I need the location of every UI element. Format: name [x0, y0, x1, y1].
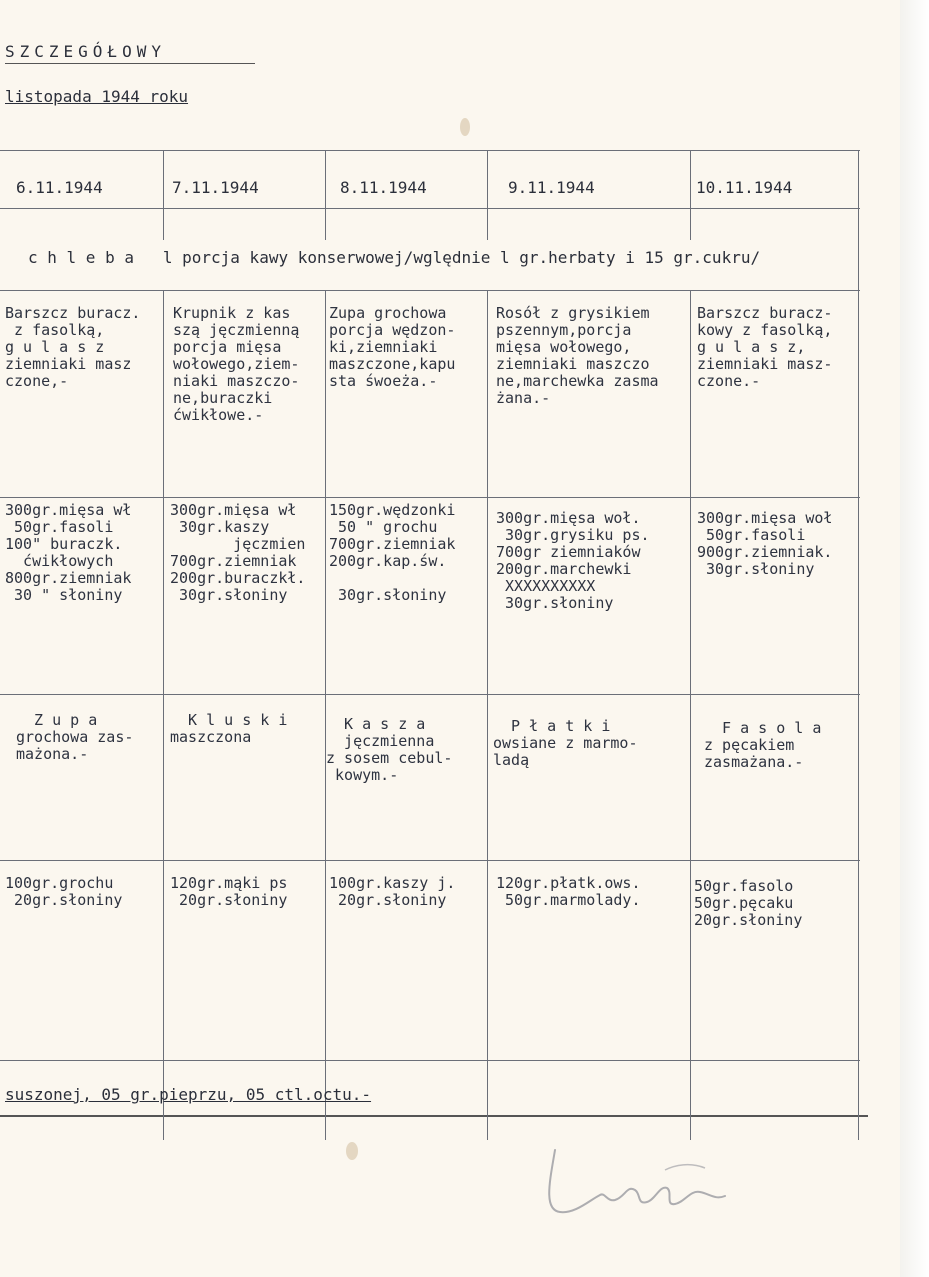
menu-cell: P ł a t k i owsiane z marmo- ladą — [493, 717, 638, 769]
menu-cell: F a s o l a z pęcakiem zasmażana.- — [704, 719, 822, 771]
menu-cell: K a s z a jęczmienna z sosem cebul- kowym.- — [326, 715, 453, 784]
handwritten-signature — [515, 1140, 745, 1230]
page-edge — [900, 0, 929, 1277]
ingredients-cell: 150gr.wędzonki 50 " grochu 700gr.ziemniak 200gr.kap.św. 30gr.słoniny — [329, 501, 456, 604]
column-rule — [858, 150, 859, 1140]
table-rule — [0, 208, 860, 209]
ingredients-cell: 120gr.płatk.ows. 50gr.marmolady. — [496, 874, 641, 909]
menu-cell: K l u s k i maszczona — [170, 711, 288, 746]
menu-cell: Rosół z grysikiem pszennym,porcja mięsa wołowego, ziemniaki maszczo ne,marchewka zasma żana.- — [496, 304, 659, 407]
document-title: SZCZEGÓŁOWY — [5, 42, 166, 61]
table-rule — [0, 694, 860, 695]
column-rule — [163, 290, 164, 1140]
document-subtitle: listopada 1944 roku — [5, 87, 189, 106]
table-rule — [0, 860, 860, 861]
ingredients-cell: 50gr.fasolo 50gr.pęcaku 20gr.słoniny — [694, 877, 803, 929]
menu-cell: Barszcz buracz- kowy z fasolką, g u l a s z, ziemniaki masz- czone.- — [697, 304, 833, 390]
date-cell: 8.11.1944 — [340, 178, 427, 197]
ingredients-cell: 100gr.kaszy j. 20gr.słoniny — [329, 874, 456, 909]
ingredients-cell: 300gr.mięsa woł 50gr.fasoli 900gr.ziemniak. 30gr.słoniny — [697, 509, 833, 578]
table-rule — [0, 1115, 868, 1117]
table-rule — [0, 497, 860, 498]
menu-cell: Z u p a grochowa zas- mażona.- — [16, 711, 134, 763]
table-rule — [0, 150, 860, 151]
table-rule — [0, 1060, 860, 1061]
column-rule — [690, 290, 691, 1140]
column-rule — [487, 150, 488, 240]
ingredients-cell: 300gr.mięsa wł 30gr.kaszy jęczmien 700gr.ziemniak 200gr.buraczkł. 30gr.słoniny — [170, 501, 306, 604]
date-cell: 6.11.1944 — [16, 178, 103, 197]
menu-cell: Krupnik z kas szą jęczmienną porcja mięsa wołowego,ziem- niaki maszczo- ne,buraczki ćwikłowe.- — [173, 304, 300, 424]
ingredients-cell: 300gr.mięsa wł 50gr.fasoli 100" buraczk. ćwikłowych 800gr.ziemniak 30 " słoniny — [5, 501, 132, 604]
date-cell: 10.11.1944 — [696, 178, 793, 197]
column-rule — [325, 150, 326, 240]
stain-mark — [460, 118, 470, 136]
date-cell: 7.11.1944 — [172, 178, 259, 197]
breakfast-line: c h l e b a l porcja kawy konserwowej/wględnie l gr.herbaty i 15 gr.cukru/ — [28, 248, 761, 267]
column-rule — [163, 150, 164, 240]
ingredients-cell: 120gr.mąki ps 20gr.słoniny — [170, 874, 288, 909]
menu-cell: Zupa grochowa porcja wędzon- ki,ziemniaki maszczone,kapu sta śwoeża.- — [329, 304, 456, 390]
footer-line: suszonej, 05 gr.pieprzu, 05 ctl.octu.- — [5, 1085, 372, 1104]
title-underline — [5, 63, 255, 64]
table-rule — [0, 290, 860, 291]
ingredients-cell: 100gr.grochu 20gr.słoniny — [5, 874, 123, 909]
stain-mark — [346, 1142, 358, 1160]
ingredients-cell: 300gr.mięsa woł. 30gr.grysiku ps. 700gr ziemniaków 200gr.marchewki XXXXXXXXXX 30gr.słoniny — [496, 509, 650, 612]
menu-cell: Barszcz buracz. z fasolką, g u l a s z ziemniaki masz czone,- — [5, 304, 141, 390]
date-cell: 9.11.1944 — [508, 178, 595, 197]
column-rule — [487, 290, 488, 1140]
column-rule — [690, 150, 691, 240]
